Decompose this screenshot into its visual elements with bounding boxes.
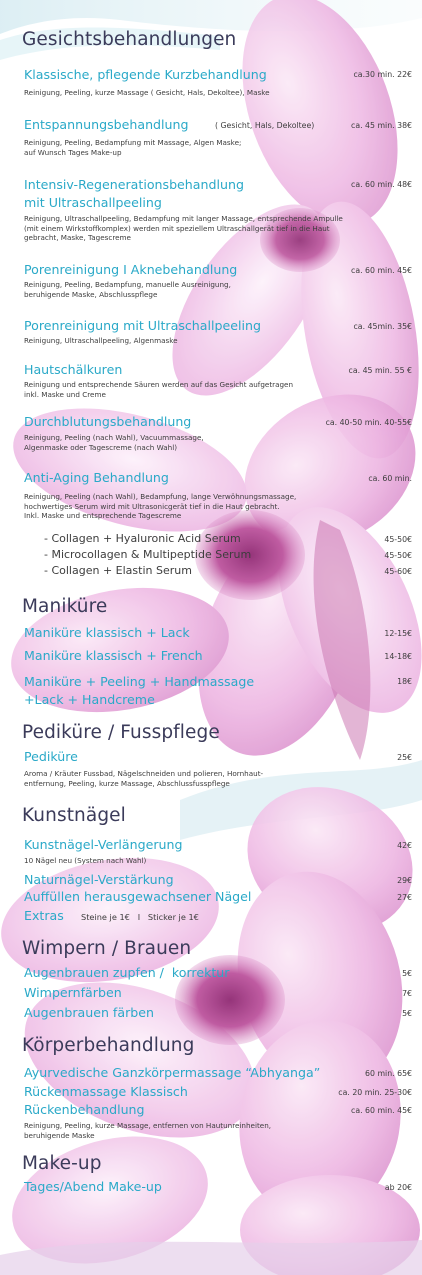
desc-klassische-kurzbehandlung: Reinigung, Peeling, kurze Massage ( Gesicht, Hals, Dekoltee), Maske xyxy=(24,88,270,97)
item-rueckenbehandlung: Rückenbehandlung xyxy=(24,1102,145,1117)
item-kunstnaegel-verlaengerung: Kunstnägel-Verlängerung xyxy=(24,837,183,852)
price-manikuere-french: 14-18€ xyxy=(384,652,412,661)
price-porenreinigung-akne: ca. 60 min. 45€ xyxy=(351,266,412,275)
desc-durchblutungsbehandlung: Reinigung, Peeling (nach Wahl), Vacuummassage, Algenmaske oder Tagescreme (nach Wahl) xyxy=(24,433,204,452)
price-augenbrauen-faerben: 5€ xyxy=(402,1009,412,1018)
item-durchblutungsbehandlung: Durchblutungsbehandlung xyxy=(24,414,192,429)
item-klassische-kurzbehandlung: Klassische, pflegende Kurzbehandlung xyxy=(24,67,267,82)
item-ayurvedische-massage: Ayurvedische Ganzkörpermassage “Abhyanga” xyxy=(24,1065,321,1080)
option-price-collagen-elastin: 45-60€ xyxy=(384,567,412,576)
price-manikuere-lack: 12-15€ xyxy=(384,629,412,638)
price-porenreinigung-ultraschall: ca. 45min. 35€ xyxy=(353,322,412,331)
item-pedikuere: Pediküre xyxy=(24,749,78,764)
item-porenreinigung-akne: Porenreinigung I Aknebehandlung xyxy=(24,262,238,277)
desc-kunstnaegel-verlaengerung: 10 Nägel neu (System nach Wahl) xyxy=(24,856,147,865)
price-ayurvedische-massage: 60 min. 65€ xyxy=(365,1069,412,1078)
price-kunstnaegel-verlaengerung: 42€ xyxy=(397,841,412,850)
desc-intensiv-regeneration: Reinigung, Ultraschallpeeling, Bedampfung mit langer Massage, entsprechende Ampulle (mit einem Wirkstoffkomplex) werden mit speziellem Ultraschallgerät tief in die Haut gebracht, Maske, Tagescreme xyxy=(24,214,343,243)
option-price-collagen-hyaluronic: 45-50€ xyxy=(384,535,412,544)
item-naturnaegel-verstaerkung: Naturnägel-Verstärkung xyxy=(24,872,174,887)
desc-porenreinigung-ultraschall: Reinigung, Ultraschallpeeling, Algenmaske xyxy=(24,336,178,345)
desc-pedikuere: Aroma / Kräuter Fussbad, Nägelschneiden und polieren, Hornhaut- entfernung, Peeling, kurze Massage, Abschlussfusspflege xyxy=(24,769,264,788)
item-manikuere-french: Maniküre klassisch + French xyxy=(24,648,203,663)
price-hautschaelkuren: ca. 45 min. 55 € xyxy=(348,366,412,375)
option-collagen-hyaluronic: - Collagen + Hyaluronic Acid Serum xyxy=(44,532,241,545)
option-microcollagen: - Microcollagen & Multipeptide Serum xyxy=(44,548,252,561)
price-manikuere-peeling: 18€ xyxy=(397,677,412,686)
item-porenreinigung-ultraschall: Porenreinigung mit Ultraschallpeeling xyxy=(24,318,261,333)
item-extras: Extras xyxy=(24,908,64,923)
price-naturnaegel-verstaerkung: 29€ xyxy=(397,876,412,885)
item-intensiv-regeneration: Intensiv-Regenerationsbehandlung mit Ultraschallpeeling xyxy=(24,177,244,210)
section-title-kunstnaegel: Kunstnägel xyxy=(22,805,126,826)
price-augenbrauen-zupfen: 5€ xyxy=(402,969,412,978)
item-auffuellen: Auffüllen herausgewachsener Nägel xyxy=(24,889,252,904)
price-durchblutungsbehandlung: ca. 40-50 min. 40-55€ xyxy=(325,418,412,427)
price-klassische-kurzbehandlung: ca.30 min. 22€ xyxy=(353,70,412,79)
desc-porenreinigung-akne: Reinigung, Peeling, Bedampfung, manuelle Ausreinigung, beruhigende Maske, Abschlusspflege xyxy=(24,280,231,299)
section-title-pedikuere: Pediküre / Fusspflege xyxy=(22,722,220,743)
item-wimpernfaerben: Wimpernfärben xyxy=(24,985,122,1000)
section-title-manikuere: Maniküre xyxy=(22,596,108,617)
option-price-microcollagen: 45-50€ xyxy=(384,551,412,560)
section-title-make-up: Make-up xyxy=(22,1153,102,1174)
item-hautschaelkuren: Hautschälkuren xyxy=(24,362,123,377)
extras-detail: Steine je 1€ I Sticker je 1€ xyxy=(81,912,199,922)
price-tages-abend-make-up: ab 20€ xyxy=(384,1183,412,1192)
note-entspannungsbehandlung: ( Gesicht, Hals, Dekoltee) xyxy=(215,121,315,130)
desc-hautschaelkuren: Reinigung und entsprechende Säuren werden auf das Gesicht aufgetragen inkl. Maske und Creme xyxy=(24,380,294,399)
item-anti-aging: Anti-Aging Behandlung xyxy=(24,470,169,485)
desc-rueckenbehandlung: Reinigung, Peeling, kurze Massage, entfernen von Hautunreinheiten, beruhigende Maske xyxy=(24,1121,272,1140)
item-entspannungsbehandlung: Entspannungsbehandlung xyxy=(24,117,189,132)
price-pedikuere: 25€ xyxy=(397,753,412,762)
item-rueckenmassage: Rückenmassage Klassisch xyxy=(24,1084,188,1099)
price-entspannungsbehandlung: ca. 45 min. 38€ xyxy=(351,121,412,130)
price-rueckenbehandlung: ca. 60 min. 45€ xyxy=(351,1106,412,1115)
item-manikuere-lack: Maniküre klassisch + Lack xyxy=(24,625,190,640)
section-title-koerperbehandlung: Körperbehandlung xyxy=(22,1035,195,1056)
item-manikuere-peeling: Maniküre + Peeling + Handmassage +Lack + Handcreme xyxy=(24,674,255,707)
price-intensiv-regeneration: ca. 60 min. 48€ xyxy=(351,180,412,189)
price-auffuellen: 27€ xyxy=(397,893,412,902)
section-title-wimpern-brauen: Wimpern / Brauen xyxy=(22,938,192,959)
desc-entspannungsbehandlung: Reinigung, Peeling, Bedampfung mit Massage, Algen Maske; auf Wunsch Tages Make-up xyxy=(24,138,242,157)
price-rueckenmassage: ca. 20 min. 25-30€ xyxy=(338,1088,412,1097)
price-anti-aging: ca. 60 min. xyxy=(368,474,412,483)
price-wimpernfaerben: 7€ xyxy=(402,989,412,998)
option-collagen-elastin: - Collagen + Elastin Serum xyxy=(44,564,192,577)
desc-anti-aging: Reinigung, Peeling (nach Wahl), Bedampfung, lange Verwöhnungsmassage, hochwertiges Serum wird mit Ultrasonicgerät tief in die Haut gebracht. Inkl. Maske und entsprechende Tagescreme xyxy=(24,492,297,521)
item-augenbrauen-faerben: Augenbrauen färben xyxy=(24,1005,154,1020)
item-augenbrauen-zupfen: Augenbrauen zupfen / korrektur xyxy=(24,965,230,980)
item-tages-abend-make-up: Tages/Abend Make-up xyxy=(24,1179,162,1194)
section-title-gesichtsbehandlungen: Gesichtsbehandlungen xyxy=(22,29,237,50)
